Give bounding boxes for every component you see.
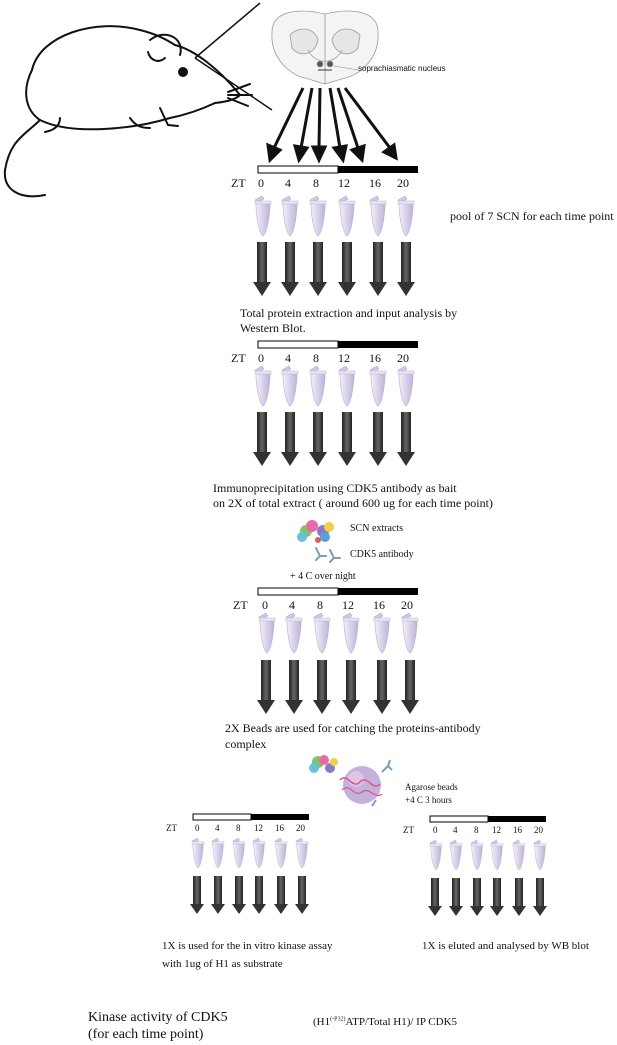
step3-line1: 2X Beads are used for catching the proteins-antibody bbox=[225, 721, 481, 735]
fan-arrows bbox=[268, 88, 396, 160]
light-dark-bar-3 bbox=[258, 588, 418, 595]
pointer-line-top bbox=[195, 3, 260, 58]
overnight-label: + 4 C over night bbox=[290, 571, 356, 582]
zt-label-4: ZT bbox=[166, 823, 177, 833]
cdk5-antibody-label: CDK5 antibody bbox=[350, 549, 414, 560]
arrow-row-5 bbox=[428, 878, 547, 916]
zt-label-3: ZT bbox=[233, 598, 248, 612]
zt-value: 0 bbox=[195, 823, 200, 833]
zt-value: 12 bbox=[338, 351, 350, 365]
zt-value: 20 bbox=[534, 825, 543, 835]
kinase-title-line2: (for each time point) bbox=[88, 1027, 204, 1042]
zt-label-1: ZT bbox=[231, 176, 246, 190]
zt-value: 16 bbox=[373, 598, 385, 612]
step1-line1: Total protein extraction and input analysis by bbox=[240, 306, 458, 320]
zt-label-2: ZT bbox=[231, 351, 246, 365]
zt-value: 0 bbox=[433, 825, 438, 835]
light-dark-bar-1 bbox=[258, 166, 418, 173]
arrow-row-3 bbox=[257, 660, 419, 714]
zt-value: 8 bbox=[313, 351, 319, 365]
zt-value: 20 bbox=[397, 176, 409, 190]
zt-value: 8 bbox=[236, 823, 241, 833]
zt-value: 4 bbox=[285, 176, 291, 190]
zt-value: 4 bbox=[285, 351, 291, 365]
tube-row-2 bbox=[255, 366, 414, 406]
kinase-title-line1: Kinase activity of CDK5 bbox=[88, 1010, 228, 1025]
scn-label: soprachiasmatic nucleus bbox=[358, 64, 446, 73]
tube-row-1 bbox=[255, 196, 414, 236]
zt-value: 12 bbox=[254, 823, 263, 833]
zt-value: 12 bbox=[338, 176, 350, 190]
arrow-row-2 bbox=[253, 412, 415, 466]
zt-value: 0 bbox=[262, 598, 268, 612]
right-branch-line1: 1X is eluted and analysed by WB blot bbox=[422, 940, 589, 952]
step1-line2: Western Blot. bbox=[240, 321, 306, 335]
zt-value: 16 bbox=[513, 825, 522, 835]
kinase-formula: ($H1^{(-P32)}ATP$/Total H1)/ IP CDK5 bbox=[313, 1016, 458, 1028]
tube-row-3 bbox=[259, 613, 418, 653]
zt-value: 20 bbox=[401, 598, 413, 612]
tube-row-4 bbox=[192, 838, 308, 868]
zt-value: 12 bbox=[342, 598, 354, 612]
zt-value: 12 bbox=[492, 825, 501, 835]
zt-value: 20 bbox=[296, 823, 305, 833]
zt-value: 16 bbox=[369, 351, 381, 365]
zt-value: 8 bbox=[474, 825, 479, 835]
step3-line2: complex bbox=[225, 737, 267, 751]
zt-value: 0 bbox=[258, 176, 264, 190]
step2-line1: Immunoprecipitation using CDK5 antibody as bait bbox=[213, 481, 457, 495]
agarose-label-2: +4 C 3 hours bbox=[405, 795, 452, 805]
rat-drawing bbox=[5, 26, 252, 196]
light-dark-bar-2 bbox=[258, 341, 418, 348]
zt-label-5: ZT bbox=[403, 825, 414, 835]
zt-value: 4 bbox=[289, 598, 295, 612]
zt-value: 0 bbox=[258, 351, 264, 365]
pool-label: pool of 7 SCN for each time point bbox=[450, 209, 614, 223]
zt-value: 16 bbox=[275, 823, 284, 833]
zt-value: 8 bbox=[313, 176, 319, 190]
zt-value: 16 bbox=[369, 176, 381, 190]
antibody-icon bbox=[316, 548, 340, 562]
protein-cluster-icon bbox=[297, 520, 334, 543]
left-branch-line1: 1X is used for the in vitro kinase assay bbox=[162, 940, 333, 952]
arrow-row-4 bbox=[190, 876, 309, 914]
zt-value: 4 bbox=[453, 825, 458, 835]
zt-value: 4 bbox=[215, 823, 220, 833]
light-dark-bar-5 bbox=[430, 816, 546, 822]
zt-value: 20 bbox=[397, 351, 409, 365]
agarose-bead-complex-icon bbox=[309, 755, 392, 806]
scn-extracts-label: SCN extracts bbox=[350, 523, 404, 534]
arrow-row-1 bbox=[253, 242, 415, 296]
step2-line2: on 2X of total extract ( around 600 ug for each time point) bbox=[213, 496, 493, 510]
tube-row-5 bbox=[430, 840, 546, 870]
left-branch-line2: with 1ug of H1 as substrate bbox=[162, 958, 283, 970]
zt-value: 8 bbox=[317, 598, 323, 612]
pointer-line-bottom bbox=[195, 58, 272, 110]
agarose-label-1: Agarose beads bbox=[405, 782, 458, 792]
light-dark-bar-4 bbox=[193, 814, 309, 820]
